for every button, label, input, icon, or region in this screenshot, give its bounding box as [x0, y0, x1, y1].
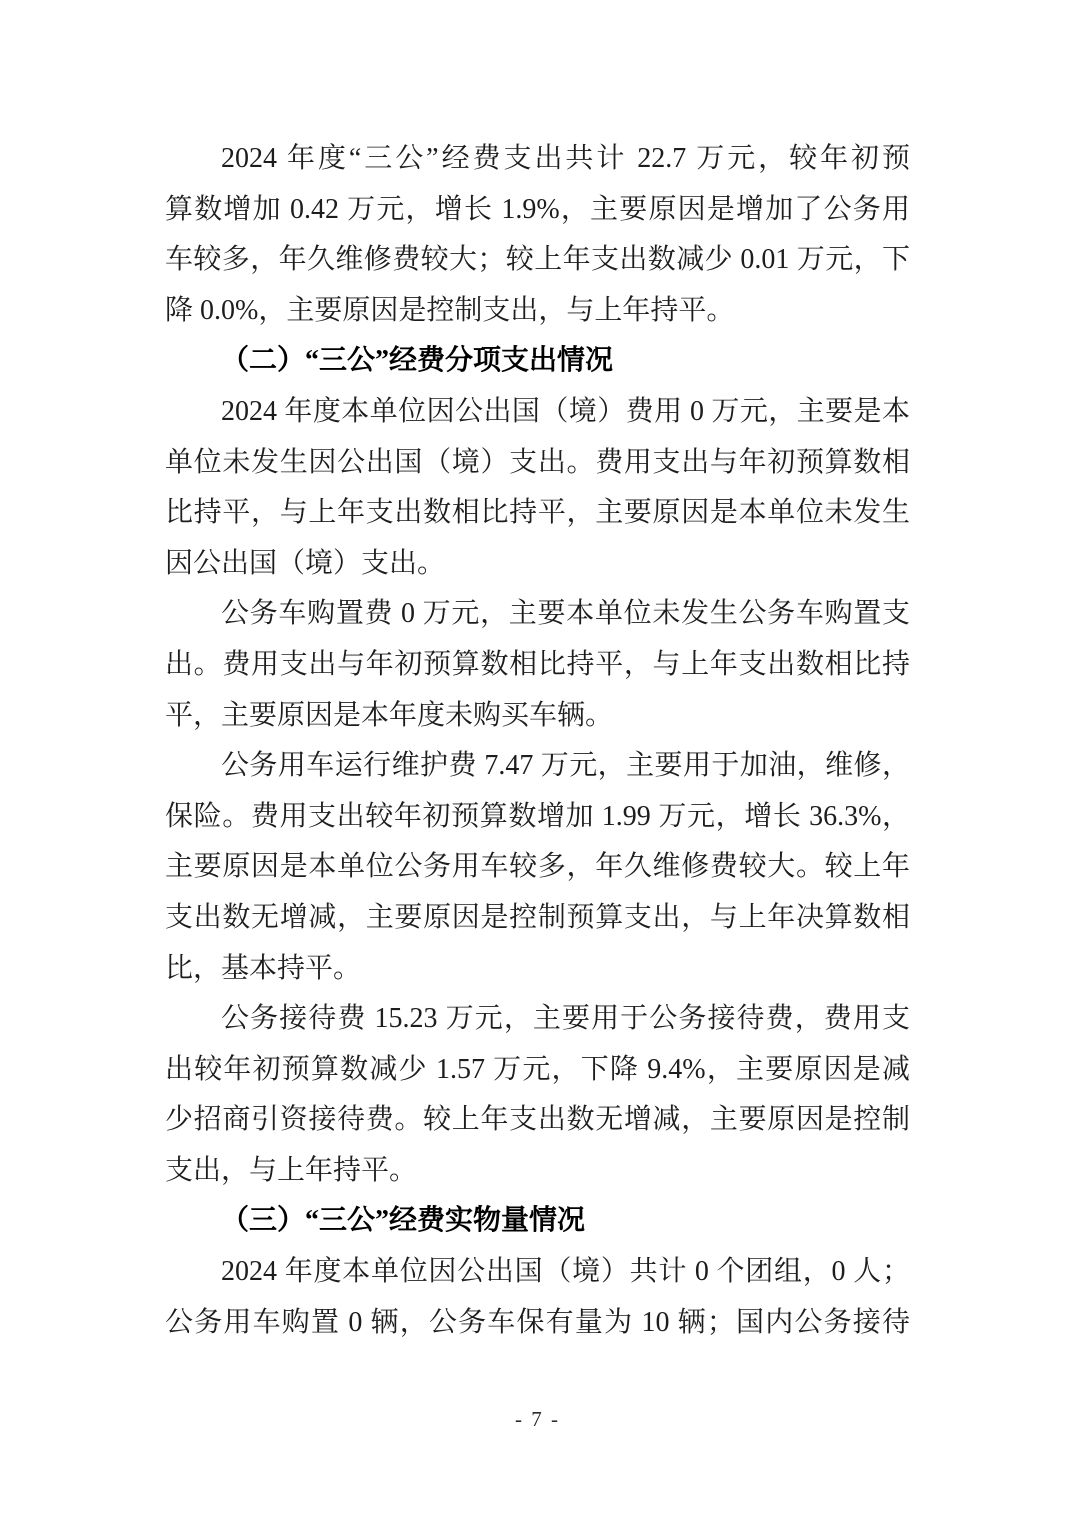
document-body [165, 134, 910, 1348]
paragraph-line: 保险。费用支出较年初预算数增加 1.99 万元，增长 36.3%， [165, 800, 910, 832]
paragraph-line: 比，基本持平。 [165, 952, 362, 984]
page-footer [0, 1406, 1075, 1432]
section-heading: （二）“三公”经费分项支出情况 [221, 345, 614, 377]
section-heading: （三）“三公”经费实物量情况 [221, 1205, 586, 1237]
paragraph-line: 单位未发生因公出国（境）支出。费用支出与年初预算数相 [165, 446, 910, 478]
paragraph-line: 2024 年度本单位因公出国（境）费用 0 万元，主要是本 [221, 395, 910, 427]
paragraph-line: 因公出国（境）支出。 [165, 547, 446, 579]
paragraph-line: 公务接待费 15.23 万元，主要用于公务接待费，费用支 [221, 1003, 910, 1035]
paragraph-line: 主要原因是本单位公务用车较多，年久维修费较大。较上年 [165, 851, 910, 883]
paragraph-line: 降 0.0%，主要原因是控制支出，与上年持平。 [165, 294, 735, 326]
paragraph-line: 公务用车运行维护费 7.47 万元，主要用于加油，维修， [221, 750, 910, 782]
paragraph-line: 比持平，与上年支出数相比持平，主要原因是本单位未发生 [165, 497, 910, 529]
paragraph-line: 公务车购置费 0 万元，主要本单位未发生公务车购置支 [221, 598, 910, 630]
paragraph-line: 算数增加 0.42 万元，增长 1.9%，主要原因是增加了公务用 [165, 193, 910, 225]
paragraph-line: 支出，与上年持平。 [165, 1154, 418, 1186]
paragraph-line: 2024 年度本单位因公出国（境）共计 0 个团组，0 人； [221, 1256, 910, 1288]
paragraph-line: 支出数无增减，主要原因是控制预算支出，与上年决算数相 [165, 901, 910, 933]
page-number: - 7 - [515, 1407, 560, 1431]
paragraph-line: 公务用车购置 0 辆，公务车保有量为 10 辆；国内公务接待 [165, 1306, 910, 1338]
paragraph-line: 平，主要原因是本年度未购买车辆。 [165, 699, 614, 731]
paragraph-line: 车较多，年久维修费较大；较上年支出数减少 0.01 万元，下 [165, 244, 910, 276]
paragraph-line: 少招商引资接待费。较上年支出数无增减，主要原因是控制 [165, 1104, 910, 1136]
paragraph-line: 出。费用支出与年初预算数相比持平，与上年支出数相比持 [165, 648, 910, 680]
paragraph-line: 2024 年度“三公”经费支出共计 22.7 万元，较年初预 [221, 143, 910, 174]
paragraph-line: 出较年初预算数减少 1.57 万元，下降 9.4%，主要原因是减 [165, 1053, 910, 1085]
